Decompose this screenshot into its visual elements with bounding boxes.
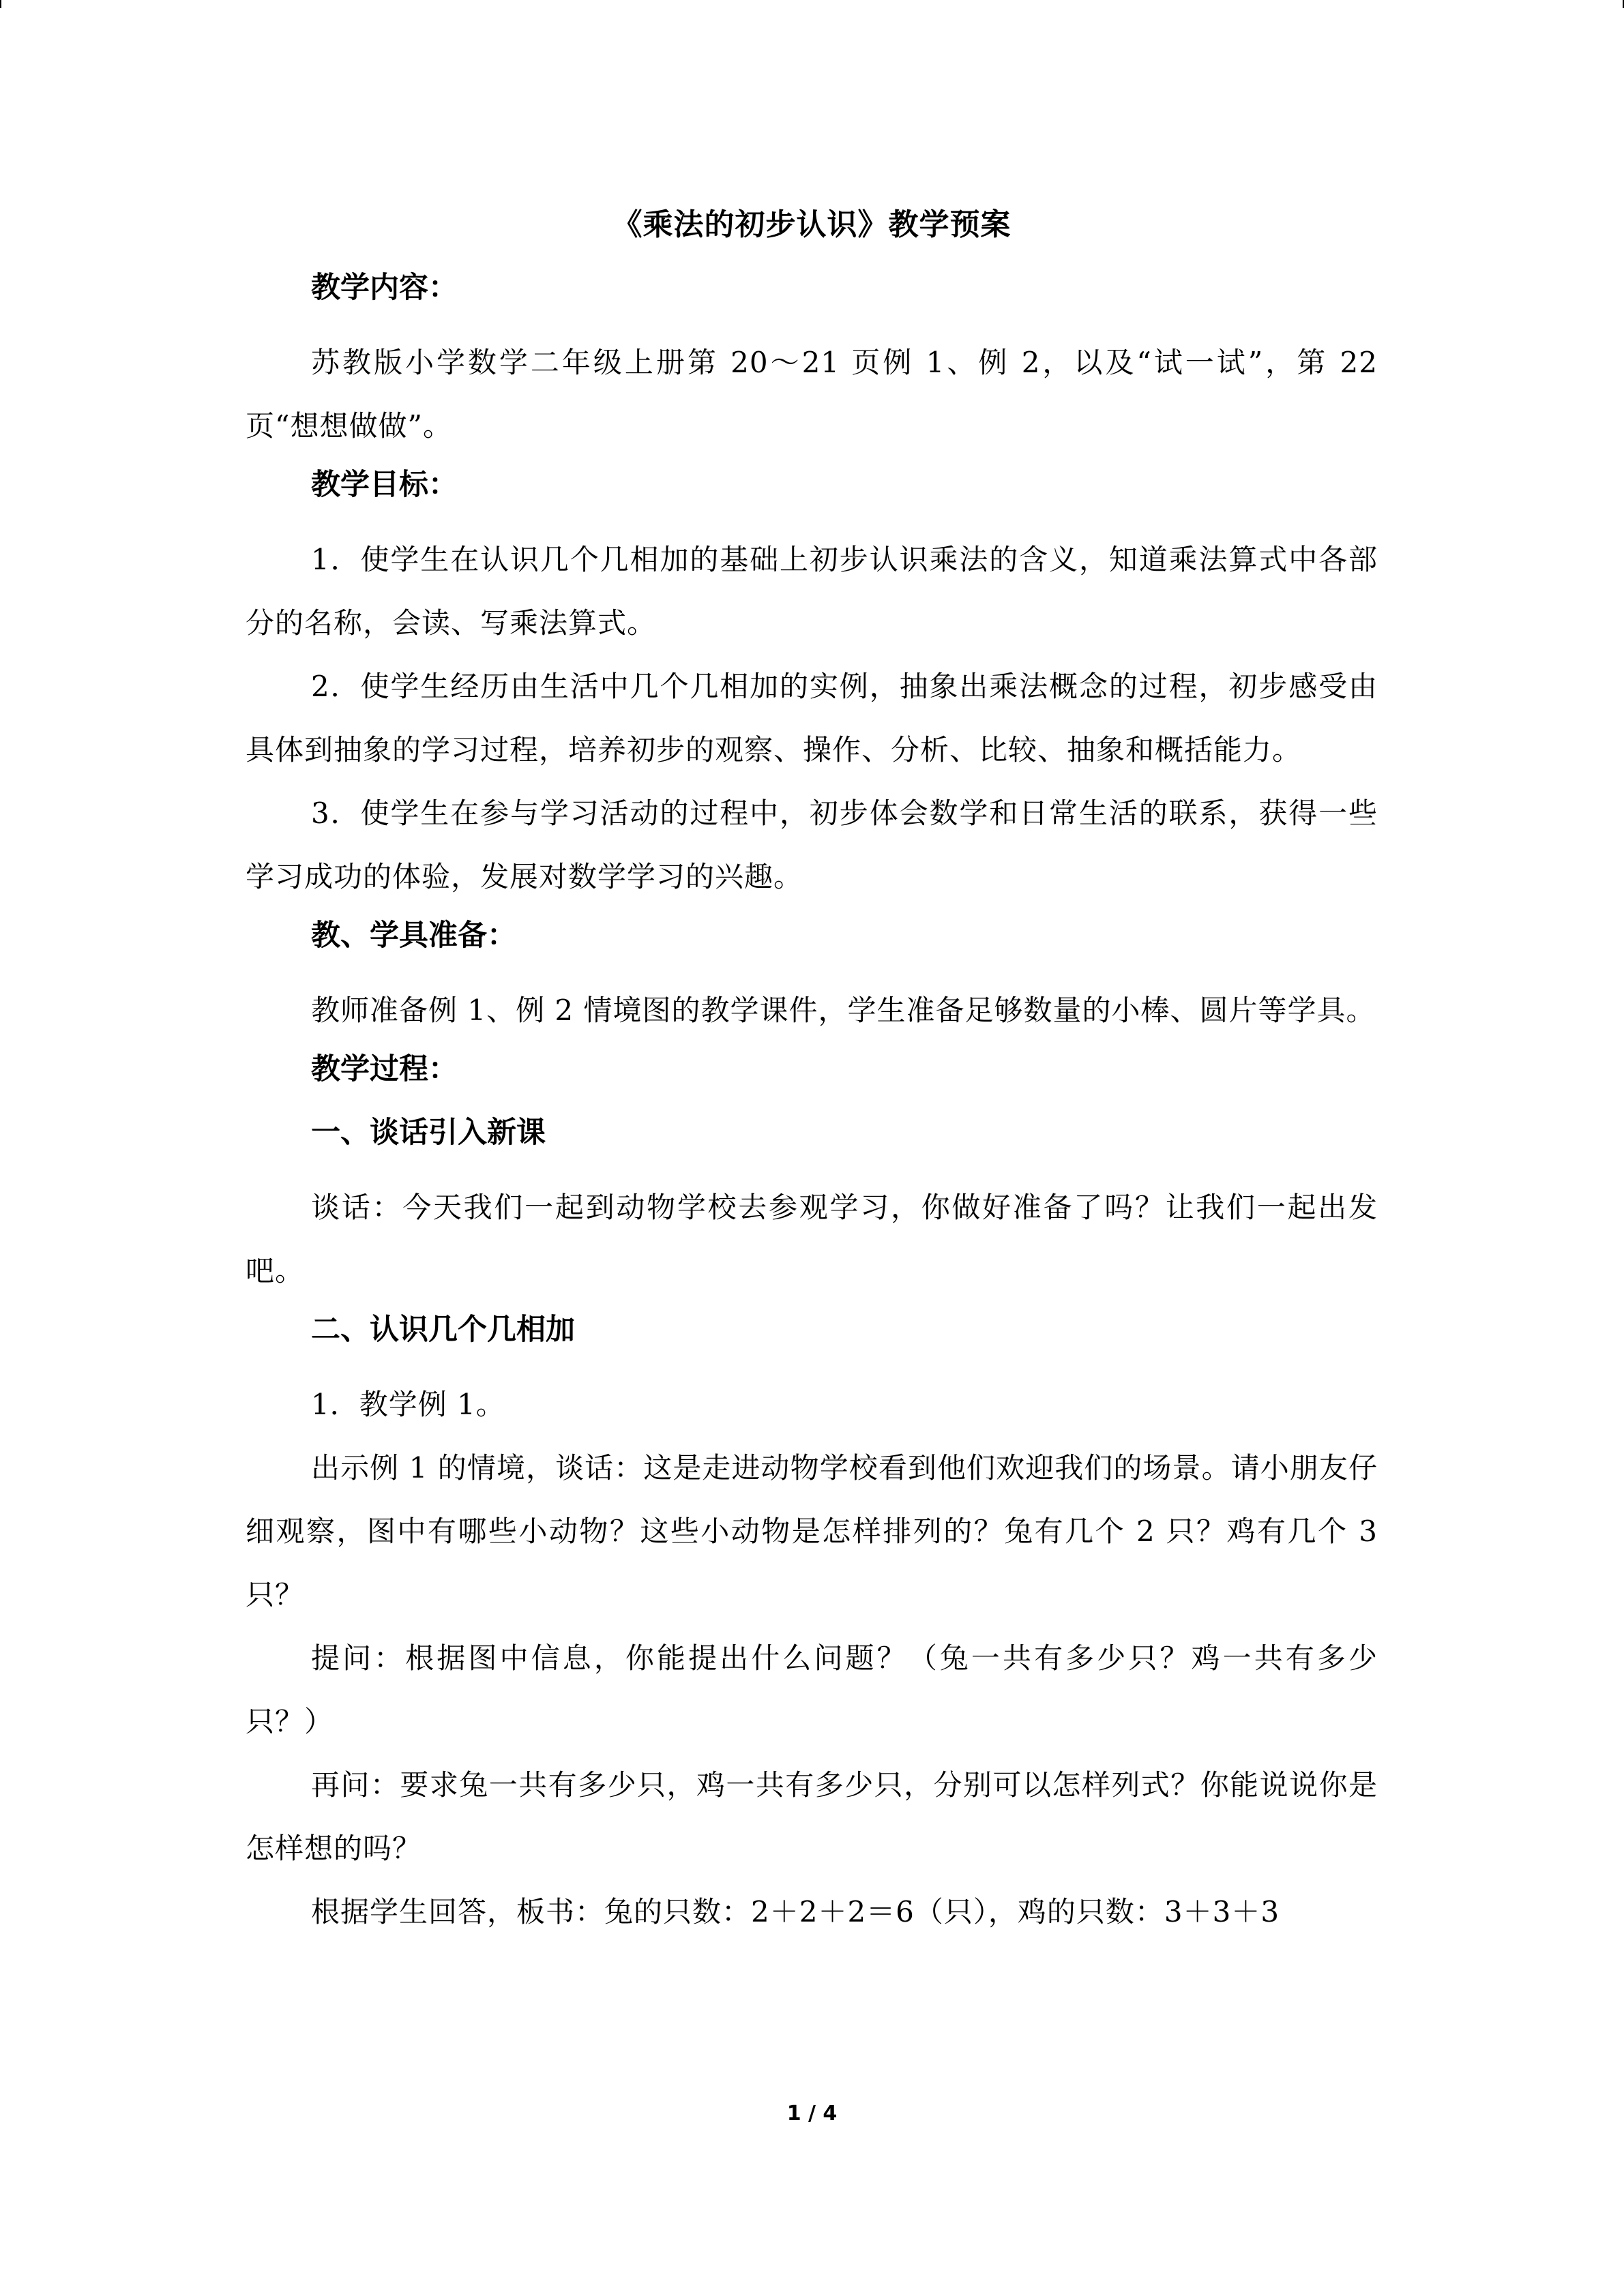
paragraph-goal-3: 3．使学生在参与学习活动的过程中，初步体会数学和日常生活的联系，获得一些学习成功的体验，发展对数学学习的兴趣。 xyxy=(246,796,1378,893)
paragraph-part2-text1: 出示例 1 的情境，谈话：这是走进动物学校看到他们欢迎我们的场景。请小朋友仔细观察，图中有哪些小动物？这些小动物是怎样排列的？兔有几个 2 只？鸡有几个 3 只？ xyxy=(246,1451,1378,1611)
paragraph-content: 苏教版小学数学二年级上册第 20～21 页例 1、例 2，以及“试一试”，第 22 页“想想做做”。 xyxy=(246,346,1378,443)
crop-mark-left xyxy=(0,0,10,8)
paragraph-goal-2: 2．使学生经历由生活中几个几相加的实例，抽象出乘法概念的过程，初步感受由具体到抽象的学习过程，培养初步的观察、操作、分析、比较、抽象和概括能力。 xyxy=(246,670,1378,766)
section-heading-process: 教学过程： xyxy=(311,1052,458,1086)
section-heading-goals: 教学目标： xyxy=(311,468,458,502)
paragraph-part2-text4: 根据学生回答，板书：兔的只数：2＋2＋2＝6（只），鸡的只数：3＋3＋3 xyxy=(311,1895,1280,1928)
section-heading-part2: 二、认识几个几相加 xyxy=(311,1313,575,1347)
document-title: 《乘法的初步认识》教学预案 xyxy=(612,207,1012,242)
paragraph-part1: 谈话：今天我们一起到动物学校去参观学习，你做好准备了吗？让我们一起出发吧。 xyxy=(246,1191,1378,1287)
section-heading-prep: 教、学具准备： xyxy=(311,919,516,953)
section-heading-part1: 一、谈话引入新课 xyxy=(311,1116,546,1150)
paragraph-part2-text3: 再问：要求兔一共有多少只，鸡一共有多少只，分别可以怎样列式？你能说说你是怎样想的吗？ xyxy=(246,1768,1378,1865)
document-body xyxy=(246,205,1378,1943)
section-heading-content: 教学内容： xyxy=(311,271,458,305)
paragraph-part2-item1: 1．教学例 1。 xyxy=(311,1388,505,1421)
crop-mark-right xyxy=(1614,0,1624,8)
paragraph-part2-text2: 提问：根据图中信息，你能提出什么问题？（兔一共有多少只？鸡一共有多少只？） xyxy=(246,1641,1378,1738)
paragraph-prep: 教师准备例 1、例 2 情境图的教学课件，学生准备足够数量的小棒、圆片等学具。 xyxy=(311,994,1376,1027)
paragraph-goal-1: 1．使学生在认识几个几相加的基础上初步认识乘法的含义，知道乘法算式中各部分的名称，会读、写乘法算式。 xyxy=(246,543,1378,640)
page-number: 1 / 4 xyxy=(786,2102,838,2126)
